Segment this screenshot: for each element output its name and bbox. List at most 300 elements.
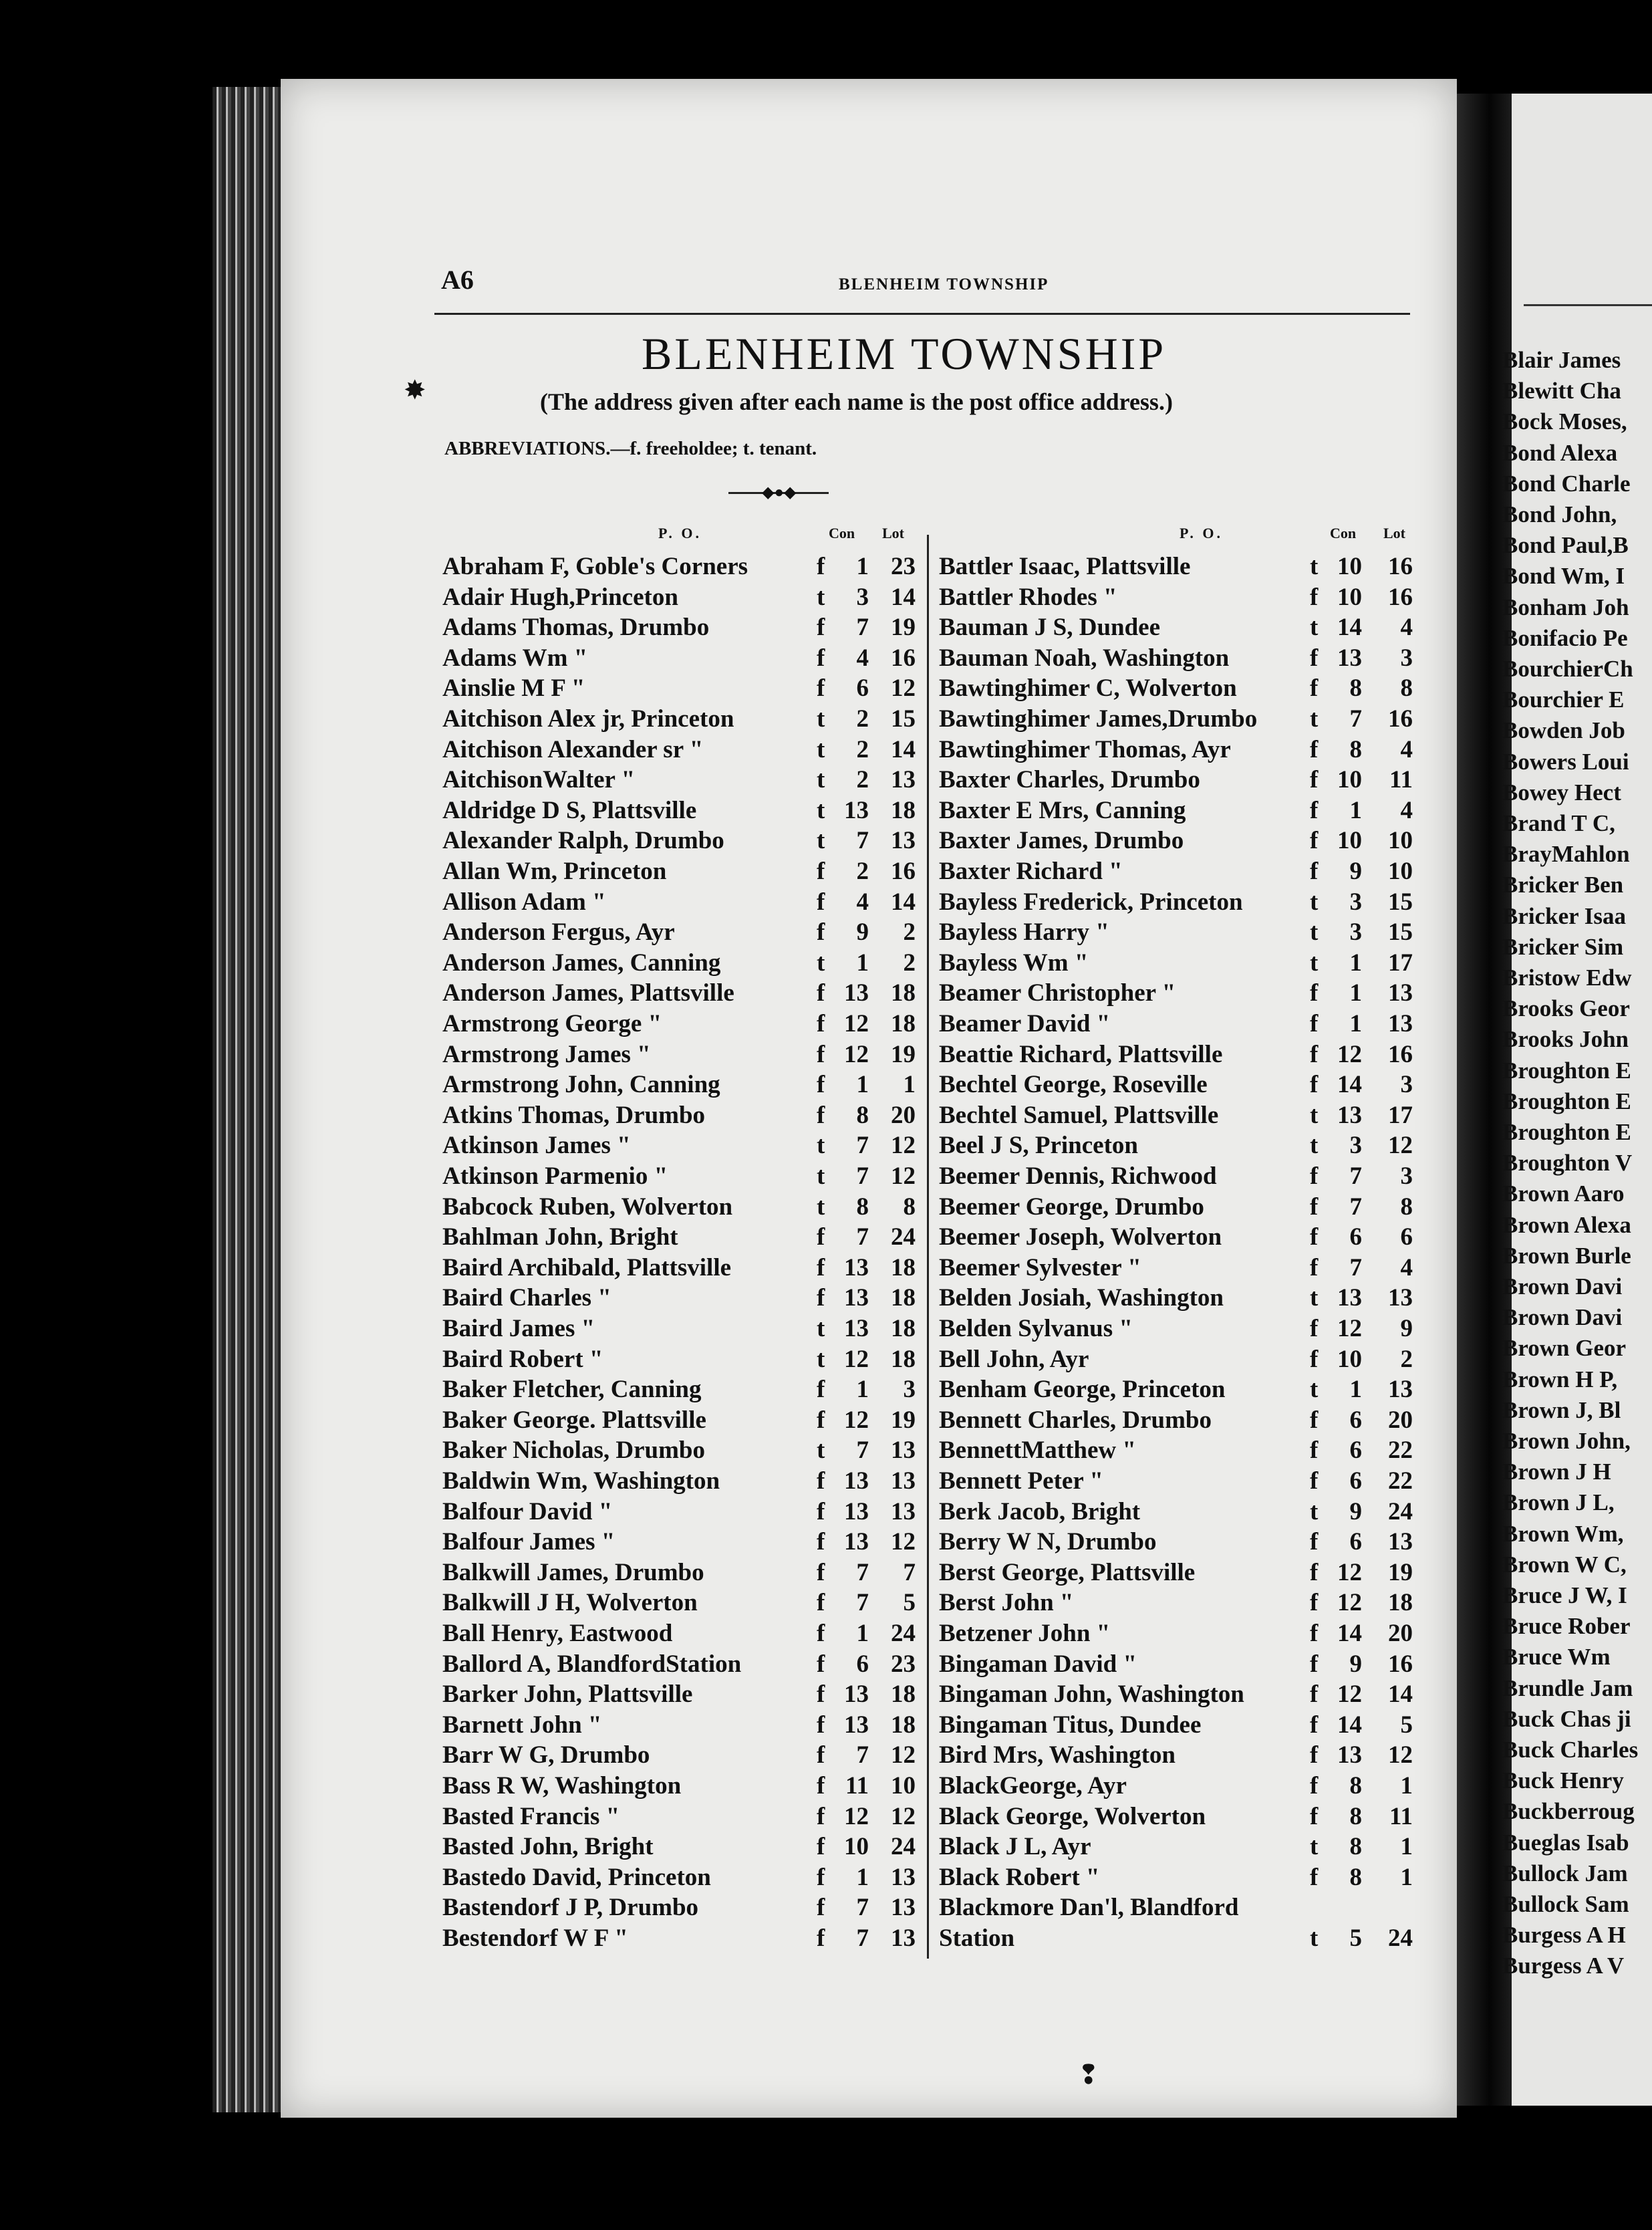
ornament-icon: ◆●◆ bbox=[762, 484, 797, 501]
entry-lot: 2 bbox=[903, 949, 916, 977]
entry-con: 12 bbox=[1337, 1315, 1362, 1342]
entry-lot: 17 bbox=[1388, 949, 1413, 977]
facing-page-entry: Blewitt Cha bbox=[1502, 378, 1621, 404]
facing-page-entry: Bowers Loui bbox=[1502, 748, 1629, 775]
entry-con: 13 bbox=[1337, 1741, 1362, 1769]
page-number: A6 bbox=[441, 265, 474, 295]
facing-page-entry: Burgess A H bbox=[1502, 1922, 1626, 1949]
entry-name: Bingaman John, Washington bbox=[939, 1681, 1244, 1709]
entry-name: Atkinson James " bbox=[442, 1132, 631, 1160]
entry-tenure: f bbox=[1310, 766, 1319, 794]
entry-tenure: t bbox=[1310, 1132, 1319, 1160]
entry-tenure: f bbox=[817, 1650, 825, 1678]
entry-tenure: f bbox=[817, 1894, 825, 1922]
entry-name: Allan Wm, Princeton bbox=[442, 858, 667, 885]
entry-name: Bestendorf W F " bbox=[442, 1925, 628, 1952]
entry-con: 13 bbox=[844, 1467, 869, 1495]
entry-con: 4 bbox=[856, 644, 869, 672]
entry-tenure: f bbox=[1310, 1528, 1319, 1556]
entry-con: 3 bbox=[1349, 888, 1362, 916]
entry-name: Battler Rhodes " bbox=[939, 583, 1117, 611]
entry-name: Balfour James " bbox=[442, 1528, 615, 1556]
entry-name: AitchisonWalter " bbox=[442, 766, 636, 794]
facing-page-entry: Brown J H bbox=[1502, 1459, 1611, 1485]
entry-tenure: t bbox=[1310, 705, 1319, 733]
entry-tenure: t bbox=[817, 766, 825, 794]
facing-page-entry: Bond Alexa bbox=[1502, 439, 1618, 466]
entry-con: 6 bbox=[856, 1650, 869, 1678]
entry-con: 9 bbox=[1349, 858, 1362, 885]
facing-page-entry: Bullock Jam bbox=[1502, 1860, 1628, 1886]
entry-name: Balkwill James, Drumbo bbox=[442, 1558, 704, 1586]
entry-lot: 17 bbox=[1388, 1101, 1413, 1129]
entry-tenure: f bbox=[817, 979, 825, 1007]
entry-tenure: f bbox=[817, 553, 825, 580]
entry-lot: 10 bbox=[1388, 858, 1413, 885]
abbreviations-note: ABBREVIATIONS.—f. freeholdee; t. tenant. bbox=[444, 438, 817, 459]
facing-page-entry: Brooks John bbox=[1502, 1026, 1629, 1053]
entry-con: 7 bbox=[856, 827, 869, 855]
entry-tenure: f bbox=[817, 1406, 825, 1434]
entry-tenure: t bbox=[817, 1193, 825, 1221]
entry-tenure: f bbox=[817, 644, 825, 672]
entry-tenure: f bbox=[817, 1925, 825, 1952]
facing-page-entry: Bristow Edw bbox=[1502, 965, 1632, 991]
entry-con: 7 bbox=[856, 614, 869, 642]
entry-tenure: f bbox=[817, 1223, 825, 1251]
entry-lot: 24 bbox=[1388, 1925, 1413, 1952]
entry-con: 2 bbox=[856, 766, 869, 794]
entry-lot: 18 bbox=[1388, 1589, 1413, 1617]
entry-name: Armstrong John, Canning bbox=[442, 1071, 720, 1099]
entry-con: 14 bbox=[1337, 1711, 1362, 1739]
entry-tenure: f bbox=[817, 1711, 825, 1739]
entry-lot: 12 bbox=[1388, 1741, 1413, 1769]
running-head: BLENHEIM TOWNSHIP bbox=[839, 275, 1049, 293]
entry-con: 10 bbox=[1337, 827, 1362, 855]
entry-tenure: f bbox=[817, 1040, 825, 1068]
entry-tenure: t bbox=[1310, 888, 1319, 916]
entry-name: Station bbox=[939, 1925, 1015, 1952]
entry-tenure: t bbox=[1310, 949, 1319, 977]
entry-tenure: t bbox=[1310, 1284, 1319, 1312]
entry-con: 1 bbox=[1349, 1376, 1362, 1404]
entry-con: 12 bbox=[1337, 1040, 1362, 1068]
entry-lot: 10 bbox=[1388, 827, 1413, 855]
entry-lot: 5 bbox=[903, 1589, 916, 1617]
entry-name: Beemer George, Drumbo bbox=[939, 1193, 1204, 1221]
entry-con: 14 bbox=[1337, 1071, 1362, 1099]
entry-lot: 24 bbox=[891, 1833, 916, 1861]
entry-con: 12 bbox=[1337, 1681, 1362, 1709]
entry-lot: 22 bbox=[1388, 1467, 1413, 1495]
entry-con: 6 bbox=[1349, 1528, 1362, 1556]
left-po-header: P. O. bbox=[658, 525, 702, 541]
entry-name: Baxter Charles, Drumbo bbox=[939, 766, 1200, 794]
facing-page-entry: Brown Geor bbox=[1502, 1335, 1627, 1362]
entry-tenure: t bbox=[1310, 614, 1319, 642]
facing-page-entry: BourchierCh bbox=[1502, 656, 1633, 682]
entry-name: BlackGeorge, Ayr bbox=[939, 1772, 1127, 1800]
entry-name: Baxter Richard " bbox=[939, 858, 1123, 885]
entry-lot: 15 bbox=[1388, 888, 1413, 916]
entry-lot: 12 bbox=[891, 1162, 916, 1190]
entry-con: 8 bbox=[1349, 674, 1362, 703]
entry-con: 7 bbox=[856, 1558, 869, 1586]
entry-tenure: f bbox=[817, 1010, 825, 1037]
entry-name: Aitchison Alex jr, Princeton bbox=[442, 705, 734, 733]
entry-con: 7 bbox=[856, 1589, 869, 1617]
facing-page-entry: Bricker Sim bbox=[1502, 933, 1624, 960]
page-title: BLENHEIM TOWNSHIP bbox=[642, 328, 1167, 379]
entry-con: 1 bbox=[856, 1620, 869, 1647]
entry-lot: 9 bbox=[1400, 1315, 1413, 1342]
entry-lot: 19 bbox=[891, 1040, 916, 1068]
facing-page-entry: Brown Aaro bbox=[1502, 1181, 1625, 1207]
entry-lot: 11 bbox=[1389, 1802, 1413, 1830]
entry-con: 7 bbox=[1349, 1193, 1362, 1221]
facing-page-entry: Bonifacio Pe bbox=[1502, 624, 1628, 651]
entry-con: 1 bbox=[1349, 949, 1362, 977]
entry-con: 12 bbox=[844, 1040, 869, 1068]
entry-con: 2 bbox=[856, 735, 869, 763]
entry-con: 8 bbox=[1349, 1772, 1362, 1800]
entry-name: Bell John, Ayr bbox=[939, 1345, 1089, 1373]
entry-name: Ball Henry, Eastwood bbox=[442, 1620, 673, 1647]
facing-page-entry: Broughton V bbox=[1502, 1150, 1633, 1176]
entry-lot: 18 bbox=[891, 979, 916, 1007]
entry-name: Barnett John " bbox=[442, 1711, 602, 1739]
entry-lot: 2 bbox=[1400, 1345, 1413, 1373]
entry-name: Baird Archibald, Plattsville bbox=[442, 1253, 732, 1281]
entry-lot: 12 bbox=[891, 674, 916, 703]
entry-name: Bennett Peter " bbox=[939, 1467, 1103, 1495]
entry-con: 12 bbox=[1337, 1558, 1362, 1586]
entry-name: Adams Thomas, Drumbo bbox=[442, 614, 710, 642]
entry-con: 10 bbox=[1337, 583, 1362, 611]
facing-page-entry: Bonham Joh bbox=[1502, 594, 1629, 620]
entry-con: 14 bbox=[1337, 1620, 1362, 1647]
entry-lot: 4 bbox=[1400, 1253, 1413, 1281]
entry-tenure: f bbox=[1310, 1558, 1319, 1586]
entry-tenure: f bbox=[1310, 1802, 1319, 1830]
entry-tenure: f bbox=[817, 1284, 825, 1312]
entry-tenure: f bbox=[1310, 1193, 1319, 1221]
entry-tenure: f bbox=[1310, 1071, 1319, 1099]
entry-lot: 18 bbox=[891, 1284, 916, 1312]
entry-tenure: f bbox=[1310, 1650, 1319, 1678]
entry-con: 1 bbox=[856, 949, 869, 977]
ink-blot-icon: ✸ bbox=[404, 375, 426, 405]
entry-lot: 1 bbox=[1400, 1833, 1413, 1861]
entry-name: Beamer David " bbox=[939, 1010, 1111, 1037]
entry-name: Balkwill J H, Wolverton bbox=[442, 1589, 698, 1617]
entry-con: 13 bbox=[1337, 1101, 1362, 1129]
entry-con: 1 bbox=[856, 1863, 869, 1891]
entry-tenure: f bbox=[1310, 1253, 1319, 1281]
entry-name: Anderson Fergus, Ayr bbox=[442, 918, 675, 947]
entry-name: Berst John " bbox=[939, 1589, 1074, 1617]
entry-lot: 8 bbox=[1400, 1193, 1413, 1221]
entry-tenure: t bbox=[817, 827, 825, 855]
entry-lot: 8 bbox=[1400, 674, 1413, 703]
entry-name: Atkins Thomas, Drumbo bbox=[442, 1101, 706, 1129]
facing-page-entry: Buckberroug bbox=[1502, 1798, 1635, 1825]
entry-tenure: t bbox=[817, 949, 825, 977]
entry-name: Bass R W, Washington bbox=[442, 1772, 682, 1800]
entry-con: 1 bbox=[1349, 796, 1362, 824]
entry-lot: 24 bbox=[891, 1620, 916, 1647]
entry-lot: 13 bbox=[1388, 979, 1413, 1007]
entry-name: Allison Adam " bbox=[442, 888, 606, 916]
entry-con: 2 bbox=[856, 705, 869, 733]
entry-name: Bechtel Samuel, Plattsville bbox=[939, 1101, 1219, 1129]
entry-con: 8 bbox=[1349, 1863, 1362, 1891]
entry-lot: 5 bbox=[1400, 1711, 1413, 1739]
entry-name: Blackmore Dan'l, Blandford bbox=[939, 1894, 1239, 1922]
facing-page-entry: Bruce Rober bbox=[1502, 1613, 1631, 1640]
entry-con: 3 bbox=[1349, 1132, 1362, 1160]
entry-tenure: t bbox=[1310, 1101, 1319, 1129]
entry-lot: 16 bbox=[1388, 553, 1413, 580]
entry-lot bbox=[1381, 1892, 1413, 1923]
entry-name: Armstrong George " bbox=[442, 1010, 662, 1037]
entry-tenure: f bbox=[817, 918, 825, 947]
entry-con: 13 bbox=[844, 1497, 869, 1525]
entry-name: Bennett Charles, Drumbo bbox=[939, 1406, 1212, 1434]
entry-name: Baxter E Mrs, Canning bbox=[939, 796, 1186, 824]
facing-page-entry: Bruce Wm bbox=[1502, 1644, 1611, 1670]
entry-lot: 13 bbox=[1388, 1010, 1413, 1037]
entry-lot: 16 bbox=[891, 644, 916, 672]
entry-name: Bingaman Titus, Dundee bbox=[939, 1711, 1202, 1739]
entry-tenure: f bbox=[1310, 644, 1319, 672]
entry-tenure: t bbox=[817, 1315, 825, 1342]
facing-page-entry: Bond Wm, I bbox=[1502, 563, 1625, 590]
entry-lot: 24 bbox=[1388, 1497, 1413, 1525]
entry-name: Black George, Wolverton bbox=[939, 1802, 1206, 1830]
entry-lot: 3 bbox=[1400, 1162, 1413, 1190]
entry-name: Beel J S, Princeton bbox=[939, 1132, 1139, 1160]
entry-name: Baker George. Plattsville bbox=[442, 1406, 706, 1434]
entry-name: Bawtinghimer Thomas, Ayr bbox=[939, 735, 1231, 763]
facing-page-entry: Blair James bbox=[1502, 347, 1621, 373]
entry-tenure: t bbox=[1310, 918, 1319, 947]
entry-lot: 23 bbox=[891, 553, 916, 580]
entry-tenure: f bbox=[1310, 796, 1319, 824]
entry-tenure: f bbox=[817, 1467, 825, 1495]
facing-page-entry: Bueglas Isab bbox=[1502, 1829, 1629, 1856]
entry-lot: 18 bbox=[891, 1253, 916, 1281]
entry-lot: 13 bbox=[1388, 1376, 1413, 1404]
entry-con: 13 bbox=[1337, 1284, 1362, 1312]
facing-page-entry: Brown Davi bbox=[1502, 1273, 1623, 1299]
entry-name: Belden Josiah, Washington bbox=[939, 1284, 1224, 1312]
entry-tenure: f bbox=[817, 1681, 825, 1709]
entry-con: 7 bbox=[856, 1741, 869, 1769]
entry-name: Bawtinghimer James,Drumbo bbox=[939, 705, 1258, 733]
entry-name: Beemer Sylvester " bbox=[939, 1253, 1141, 1281]
entry-name: Baird Robert " bbox=[442, 1345, 603, 1373]
entry-con: 13 bbox=[844, 1253, 869, 1281]
entry-lot: 13 bbox=[891, 1925, 916, 1952]
entry-lot: 8 bbox=[903, 1193, 916, 1221]
facing-page-entry: Brown Wm, bbox=[1502, 1520, 1624, 1547]
entry-tenure: f bbox=[1310, 1040, 1319, 1068]
entry-con: 1 bbox=[1349, 979, 1362, 1007]
entry-name: Baird Charles " bbox=[442, 1284, 611, 1312]
entry-con: 2 bbox=[856, 858, 869, 885]
entry-tenure: f bbox=[817, 674, 825, 703]
entry-con: 1 bbox=[856, 1071, 869, 1099]
entry-name: Bauman J S, Dundee bbox=[939, 614, 1161, 642]
entry-con: 8 bbox=[1349, 1833, 1362, 1861]
facing-page-entry: Bricker Isaa bbox=[1502, 902, 1627, 929]
entry-lot: 18 bbox=[891, 796, 916, 824]
entry-name: Bechtel George, Roseville bbox=[939, 1071, 1208, 1099]
entry-con: 9 bbox=[1349, 1650, 1362, 1678]
entry-tenure: t bbox=[817, 1132, 825, 1160]
entry-name: Atkinson Parmenio " bbox=[442, 1162, 668, 1190]
entry-tenure: f bbox=[1310, 979, 1319, 1007]
entry-tenure: f bbox=[1310, 1863, 1319, 1891]
entry-name: Aldridge D S, Plattsville bbox=[442, 796, 697, 824]
entry-tenure: t bbox=[1310, 1497, 1319, 1525]
entry-name: Bayless Harry " bbox=[939, 918, 1109, 947]
entry-lot: 4 bbox=[1400, 796, 1413, 824]
entry-tenure: f bbox=[817, 888, 825, 916]
entry-lot: 3 bbox=[1400, 1071, 1413, 1099]
facing-page-entry: Brown Burle bbox=[1502, 1242, 1631, 1269]
facing-page-entry: Bricker Ben bbox=[1502, 872, 1624, 898]
facing-page-entry: Bond Charle bbox=[1502, 470, 1631, 497]
entry-name: Bayless Frederick, Princeton bbox=[939, 888, 1243, 916]
entry-name: Black J L, Ayr bbox=[939, 1833, 1091, 1861]
entry-con: 6 bbox=[1349, 1467, 1362, 1495]
entry-lot: 14 bbox=[891, 583, 916, 611]
entry-con: 12 bbox=[844, 1010, 869, 1037]
facing-page-entry: Broughton E bbox=[1502, 1119, 1631, 1145]
entry-lot: 4 bbox=[1400, 614, 1413, 642]
entry-lot: 6 bbox=[1400, 1223, 1413, 1251]
entry-con: 12 bbox=[1337, 1589, 1362, 1617]
facing-page-entry: Bullock Sam bbox=[1502, 1891, 1629, 1917]
entry-lot: 4 bbox=[1400, 735, 1413, 763]
entry-lot: 13 bbox=[891, 1497, 916, 1525]
entry-tenure: f bbox=[1310, 827, 1319, 855]
entry-lot: 14 bbox=[1388, 1681, 1413, 1709]
entry-con: 7 bbox=[856, 1132, 869, 1160]
facing-page-entry: Bond John, bbox=[1502, 501, 1617, 527]
entry-name: Barr W G, Drumbo bbox=[442, 1741, 650, 1769]
book-page-edges bbox=[213, 87, 287, 2112]
entry-lot: 19 bbox=[891, 614, 916, 642]
entry-tenure: f bbox=[817, 1497, 825, 1525]
entry-con: 1 bbox=[856, 1376, 869, 1404]
facing-page-entry: Broughton E bbox=[1502, 1057, 1631, 1084]
facing-page-entry: Brown John, bbox=[1502, 1428, 1631, 1454]
entry-lot: 13 bbox=[891, 1437, 916, 1465]
entry-name: Beemer Joseph, Wolverton bbox=[939, 1223, 1222, 1251]
entry-lot: 13 bbox=[1388, 1284, 1413, 1312]
entry-name: Barker John, Plattsville bbox=[442, 1681, 693, 1709]
entry-name: Belden Sylvanus " bbox=[939, 1315, 1133, 1342]
entry-tenure: f bbox=[817, 1833, 825, 1861]
header-rule bbox=[434, 313, 1410, 315]
entry-con: 13 bbox=[844, 1315, 869, 1342]
facing-page-entry: Brown J L, bbox=[1502, 1489, 1615, 1516]
entry-name: Black Robert " bbox=[939, 1863, 1100, 1891]
entry-lot: 13 bbox=[891, 1467, 916, 1495]
entry-lot: 14 bbox=[891, 735, 916, 763]
entry-tenure: f bbox=[1310, 1162, 1319, 1190]
entry-lot: 13 bbox=[891, 766, 916, 794]
entry-name: Bastendorf J P, Drumbo bbox=[442, 1894, 699, 1922]
entry-con: 13 bbox=[1337, 644, 1362, 672]
entry-con: 7 bbox=[1349, 705, 1362, 733]
page-subtitle: (The address given after each name is the post office address.) bbox=[540, 388, 1173, 415]
entry-tenure: f bbox=[817, 1772, 825, 1800]
entry-lot: 19 bbox=[1388, 1558, 1413, 1586]
entry-tenure: f bbox=[1310, 1010, 1319, 1037]
entry-tenure: t bbox=[1310, 553, 1319, 580]
entry-lot: 20 bbox=[1388, 1620, 1413, 1647]
entry-con: 13 bbox=[844, 1528, 869, 1556]
entry-lot: 1 bbox=[1400, 1772, 1413, 1800]
entry-con: 13 bbox=[844, 796, 869, 824]
entry-con: 6 bbox=[856, 674, 869, 703]
facing-page-entry: Buck Charles bbox=[1502, 1737, 1639, 1763]
entry-name: Basted John, Bright bbox=[442, 1833, 654, 1861]
entry-con: 9 bbox=[1349, 1497, 1362, 1525]
entry-lot: 13 bbox=[891, 1894, 916, 1922]
entry-name: Benham George, Princeton bbox=[939, 1376, 1226, 1404]
entry-lot: 13 bbox=[891, 1863, 916, 1891]
column-divider bbox=[927, 535, 929, 1959]
entry-lot: 14 bbox=[891, 888, 916, 916]
entry-con: 7 bbox=[856, 1925, 869, 1952]
entry-con: 6 bbox=[1349, 1437, 1362, 1465]
entry-name: Bahlman John, Bright bbox=[442, 1223, 678, 1251]
entry-tenure: t bbox=[1310, 1833, 1319, 1861]
entry-con: 12 bbox=[844, 1345, 869, 1373]
entry-tenure: f bbox=[1310, 1345, 1319, 1373]
entry-con: 9 bbox=[856, 918, 869, 947]
facing-page-entry: Broughton E bbox=[1502, 1088, 1631, 1114]
ink-smudge-icon: ❢ bbox=[1077, 2060, 1100, 2090]
entry-lot: 19 bbox=[891, 1406, 916, 1434]
entry-con: 7 bbox=[856, 1223, 869, 1251]
left-lot-header: Lot bbox=[882, 525, 904, 541]
entry-tenure: t bbox=[817, 705, 825, 733]
entry-tenure: f bbox=[1310, 735, 1319, 763]
entry-name: Betzener John " bbox=[939, 1620, 1111, 1647]
entry-name: Baker Fletcher, Canning bbox=[442, 1376, 702, 1404]
entry-lot: 11 bbox=[1389, 766, 1413, 794]
entry-tenure: f bbox=[1310, 674, 1319, 703]
entry-lot: 1 bbox=[1400, 1863, 1413, 1891]
entry-lot: 2 bbox=[903, 918, 916, 947]
entry-tenure: f bbox=[1310, 1406, 1319, 1434]
entry-name: Abraham F, Goble's Corners bbox=[442, 553, 748, 580]
entry-con: 14 bbox=[1337, 614, 1362, 642]
entry-con: 1 bbox=[856, 553, 869, 580]
entry-name: Ainslie M F " bbox=[442, 674, 585, 703]
entry-lot: 18 bbox=[891, 1315, 916, 1342]
right-lot-header: Lot bbox=[1383, 525, 1405, 541]
entry-name: Aitchison Alexander sr " bbox=[442, 735, 704, 763]
entry-name: Bayless Wm " bbox=[939, 949, 1089, 977]
